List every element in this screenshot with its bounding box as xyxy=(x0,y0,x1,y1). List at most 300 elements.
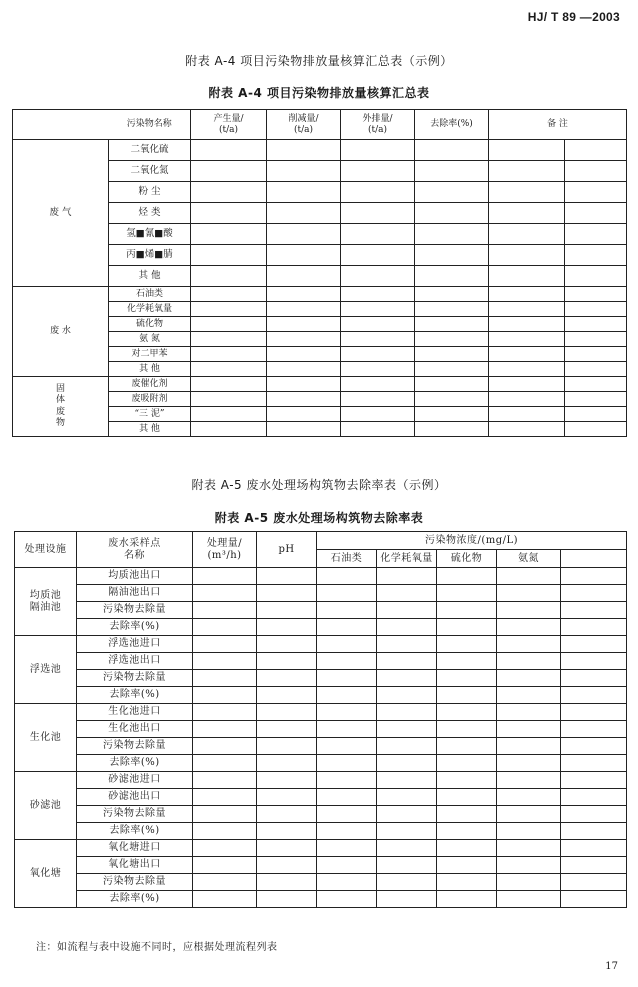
empty-cell xyxy=(437,704,497,721)
empty-cell xyxy=(193,789,257,806)
empty-cell xyxy=(437,636,497,653)
empty-cell xyxy=(415,407,489,422)
table-row xyxy=(15,602,627,619)
empty-cell xyxy=(415,332,489,347)
empty-cell xyxy=(191,407,267,422)
empty-cell xyxy=(437,857,497,874)
category-cell: 固体废物 xyxy=(13,377,109,437)
empty-cell xyxy=(193,704,257,721)
empty-cell xyxy=(267,203,341,224)
pollutant-name-cell: 废吸附剂 xyxy=(109,392,191,407)
pollutant-name-cell: 其 他 xyxy=(109,362,191,377)
empty-cell xyxy=(341,245,415,266)
empty-cell xyxy=(377,806,437,823)
empty-cell xyxy=(257,857,317,874)
empty-cell xyxy=(317,704,377,721)
empty-cell xyxy=(341,377,415,392)
table-row xyxy=(15,806,627,823)
sample-point-cell: 去除率(%) xyxy=(77,687,193,704)
empty-cell xyxy=(415,347,489,362)
empty-cell xyxy=(341,392,415,407)
sample-point-cell: 去除率(%) xyxy=(77,823,193,840)
empty-cell xyxy=(191,161,267,182)
empty-cell xyxy=(415,302,489,317)
table-row xyxy=(15,840,627,857)
header-produced: 产生量/ (t/a) xyxy=(191,110,267,140)
empty-cell xyxy=(317,874,377,891)
header-sulfide: 硫化物 xyxy=(437,550,497,568)
empty-cell xyxy=(415,422,489,437)
empty-cell xyxy=(437,602,497,619)
table-row xyxy=(15,789,627,806)
empty-cell xyxy=(377,653,437,670)
empty-cell xyxy=(377,789,437,806)
empty-cell xyxy=(565,347,627,362)
empty-cell xyxy=(377,823,437,840)
empty-cell xyxy=(565,266,627,287)
empty-cell xyxy=(497,602,561,619)
table-row xyxy=(15,772,627,789)
facility-cell: 砂滤池 xyxy=(15,772,77,840)
empty-cell xyxy=(497,755,561,772)
empty-cell xyxy=(267,407,341,422)
empty-cell xyxy=(317,738,377,755)
empty-cell xyxy=(415,287,489,302)
empty-cell xyxy=(193,687,257,704)
facility-cell: 浮选池 xyxy=(15,636,77,704)
header-ammonia: 氨氮 xyxy=(497,550,561,568)
empty-cell xyxy=(191,245,267,266)
empty-cell xyxy=(257,891,317,908)
empty-cell xyxy=(341,161,415,182)
pollutant-name-cell: 氨 氮 xyxy=(109,332,191,347)
empty-cell xyxy=(561,738,627,755)
empty-cell xyxy=(437,789,497,806)
empty-cell xyxy=(377,687,437,704)
table-row xyxy=(15,857,627,874)
empty-cell xyxy=(565,362,627,377)
sample-point-cell: 污染物去除量 xyxy=(77,806,193,823)
empty-cell xyxy=(193,806,257,823)
empty-cell xyxy=(317,891,377,908)
empty-cell xyxy=(437,806,497,823)
empty-cell xyxy=(193,891,257,908)
header-flow: 处理量/ (m³/h) xyxy=(193,532,257,568)
empty-cell xyxy=(415,377,489,392)
empty-cell xyxy=(497,721,561,738)
empty-cell xyxy=(561,874,627,891)
category-cell: 废 水 xyxy=(13,287,109,377)
header-reduced: 削减量/ (t/a) xyxy=(267,110,341,140)
sample-point-cell: 氧化塘出口 xyxy=(77,857,193,874)
empty-cell xyxy=(317,602,377,619)
pollutant-name-cell: 化学耗氧量 xyxy=(109,302,191,317)
sample-point-cell: 浮选池出口 xyxy=(77,653,193,670)
empty-cell xyxy=(267,422,341,437)
table-a5 xyxy=(14,531,627,908)
empty-cell xyxy=(561,840,627,857)
pollutant-name-cell: 二氧化硫 xyxy=(109,140,191,161)
empty-cell xyxy=(257,806,317,823)
empty-cell xyxy=(257,840,317,857)
empty-cell xyxy=(497,891,561,908)
table-row xyxy=(15,636,627,653)
empty-cell xyxy=(257,636,317,653)
empty-cell xyxy=(489,245,565,266)
empty-cell xyxy=(317,568,377,585)
empty-cell xyxy=(489,407,565,422)
empty-cell xyxy=(193,568,257,585)
table-a4-caption: 附表 A-4 项目污染物排放量核算汇总表（示例） xyxy=(185,54,453,68)
empty-cell xyxy=(193,840,257,857)
empty-cell xyxy=(489,182,565,203)
empty-cell xyxy=(497,772,561,789)
empty-cell xyxy=(317,823,377,840)
empty-cell xyxy=(377,602,437,619)
empty-cell xyxy=(341,224,415,245)
empty-cell xyxy=(191,347,267,362)
empty-cell xyxy=(193,823,257,840)
empty-cell xyxy=(377,874,437,891)
table-row xyxy=(15,670,627,687)
pollutant-name-cell: 石油类 xyxy=(109,287,191,302)
empty-cell xyxy=(193,653,257,670)
empty-cell xyxy=(415,224,489,245)
empty-cell xyxy=(193,619,257,636)
empty-cell xyxy=(561,721,627,738)
empty-cell xyxy=(257,568,317,585)
empty-cell xyxy=(565,302,627,317)
sample-point-cell: 浮选池进口 xyxy=(77,636,193,653)
header-removal-rate: 去除率(%) xyxy=(415,110,489,140)
empty-cell xyxy=(341,362,415,377)
table-row xyxy=(15,653,627,670)
empty-cell xyxy=(191,140,267,161)
empty-cell xyxy=(561,585,627,602)
empty-cell xyxy=(257,619,317,636)
table-row xyxy=(13,140,627,161)
empty-cell xyxy=(565,224,627,245)
pollutant-name-cell: 烃 类 xyxy=(109,203,191,224)
empty-cell xyxy=(267,347,341,362)
table-row xyxy=(15,585,627,602)
table-a5-caption: 附表 A-5 废水处理场构筑物去除率表（示例） xyxy=(191,478,447,492)
empty-cell xyxy=(565,287,627,302)
empty-cell xyxy=(437,840,497,857)
header-sample-point: 废水采样点 名称 xyxy=(77,532,193,568)
empty-cell xyxy=(191,203,267,224)
table-row xyxy=(15,874,627,891)
empty-cell xyxy=(257,874,317,891)
empty-cell xyxy=(193,585,257,602)
empty-cell xyxy=(565,140,627,161)
sample-point-cell: 氧化塘进口 xyxy=(77,840,193,857)
empty-cell xyxy=(489,332,565,347)
empty-cell xyxy=(267,317,341,332)
table-row xyxy=(15,687,627,704)
empty-cell xyxy=(257,602,317,619)
empty-cell xyxy=(489,392,565,407)
empty-cell xyxy=(341,332,415,347)
empty-cell xyxy=(317,789,377,806)
empty-cell xyxy=(565,203,627,224)
facility-cell: 生化池 xyxy=(15,704,77,772)
empty-cell xyxy=(497,670,561,687)
table-row xyxy=(15,568,627,585)
empty-cell xyxy=(341,302,415,317)
empty-cell xyxy=(193,772,257,789)
header-cod: 化学耗氧量 xyxy=(377,550,437,568)
pollutant-name-cell: 氢■氰■酸 xyxy=(109,224,191,245)
empty-cell xyxy=(193,738,257,755)
empty-cell xyxy=(317,670,377,687)
empty-cell xyxy=(377,738,437,755)
empty-cell xyxy=(561,687,627,704)
empty-cell xyxy=(561,806,627,823)
header-ph: pH xyxy=(257,532,317,568)
sample-point-cell: 生化池进口 xyxy=(77,704,193,721)
empty-cell xyxy=(257,704,317,721)
header-concentration: 污染物浓度/(mg/L) xyxy=(317,532,627,550)
table-a4-title: 附表 A-4 项目污染物排放量核算汇总表 xyxy=(208,86,430,100)
empty-cell xyxy=(317,857,377,874)
empty-cell xyxy=(257,585,317,602)
empty-cell xyxy=(561,619,627,636)
empty-cell xyxy=(497,789,561,806)
empty-cell xyxy=(257,721,317,738)
empty-cell xyxy=(317,721,377,738)
empty-cell xyxy=(317,636,377,653)
empty-cell xyxy=(561,823,627,840)
table-row xyxy=(15,738,627,755)
empty-cell xyxy=(561,602,627,619)
empty-cell xyxy=(377,704,437,721)
table-a4-corner-cell xyxy=(13,110,109,140)
empty-cell xyxy=(489,302,565,317)
sample-point-cell: 砂滤池出口 xyxy=(77,789,193,806)
empty-cell xyxy=(257,653,317,670)
empty-cell xyxy=(415,140,489,161)
page-number: 17 xyxy=(605,961,618,972)
empty-cell xyxy=(191,332,267,347)
empty-cell xyxy=(377,772,437,789)
empty-cell xyxy=(489,422,565,437)
empty-cell xyxy=(561,789,627,806)
empty-cell xyxy=(267,332,341,347)
empty-cell xyxy=(377,857,437,874)
table-row xyxy=(15,721,627,738)
sample-point-cell: 污染物去除量 xyxy=(77,738,193,755)
empty-cell xyxy=(415,266,489,287)
sample-point-cell: 隔油池出口 xyxy=(77,585,193,602)
sample-point-cell: 污染物去除量 xyxy=(77,670,193,687)
empty-cell xyxy=(437,738,497,755)
empty-cell xyxy=(497,653,561,670)
empty-cell xyxy=(317,755,377,772)
table-a5-title: 附表 A-5 废水处理场构筑物去除率表 xyxy=(214,511,424,525)
header-remarks: 备 注 xyxy=(489,110,627,140)
empty-cell xyxy=(497,806,561,823)
empty-cell xyxy=(437,568,497,585)
empty-cell xyxy=(317,653,377,670)
empty-cell xyxy=(341,266,415,287)
empty-cell xyxy=(191,392,267,407)
facility-cell: 氧化塘 xyxy=(15,840,77,908)
empty-cell xyxy=(257,772,317,789)
pollutant-name-cell: 其 他 xyxy=(109,422,191,437)
pollutant-name-cell: 粉 尘 xyxy=(109,182,191,203)
empty-cell xyxy=(497,636,561,653)
empty-cell xyxy=(437,619,497,636)
empty-cell xyxy=(377,568,437,585)
empty-cell xyxy=(193,874,257,891)
empty-cell xyxy=(561,636,627,653)
empty-cell xyxy=(415,203,489,224)
empty-cell xyxy=(341,317,415,332)
header-discharged: 外排量/ (t/a) xyxy=(341,110,415,140)
empty-cell xyxy=(489,317,565,332)
empty-cell xyxy=(191,224,267,245)
empty-cell xyxy=(267,245,341,266)
empty-cell xyxy=(415,245,489,266)
empty-cell xyxy=(489,347,565,362)
pollutant-name-cell: 丙■烯■腈 xyxy=(109,245,191,266)
empty-cell xyxy=(565,317,627,332)
empty-cell xyxy=(489,203,565,224)
empty-cell xyxy=(257,755,317,772)
facility-cell: 均质池 隔油池 xyxy=(15,568,77,636)
empty-cell xyxy=(341,347,415,362)
empty-cell xyxy=(267,140,341,161)
pollutant-name-cell: “三 泥” xyxy=(109,407,191,422)
empty-cell xyxy=(377,619,437,636)
pollutant-name-cell: 废催化剂 xyxy=(109,377,191,392)
empty-cell xyxy=(193,636,257,653)
empty-cell xyxy=(191,362,267,377)
empty-cell xyxy=(497,568,561,585)
empty-cell xyxy=(561,755,627,772)
empty-cell xyxy=(437,755,497,772)
empty-cell xyxy=(267,224,341,245)
sample-point-cell: 污染物去除量 xyxy=(77,602,193,619)
header-petroleum: 石油类 xyxy=(317,550,377,568)
empty-cell xyxy=(415,182,489,203)
header-pollutant-name: 污染物名称 xyxy=(109,110,191,140)
empty-cell xyxy=(341,182,415,203)
empty-cell xyxy=(561,653,627,670)
pollutant-name-cell: 对二甲苯 xyxy=(109,347,191,362)
empty-cell xyxy=(415,362,489,377)
empty-cell xyxy=(489,266,565,287)
empty-cell xyxy=(317,619,377,636)
table-a4 xyxy=(12,109,627,437)
empty-cell xyxy=(565,332,627,347)
empty-cell xyxy=(437,874,497,891)
empty-cell xyxy=(191,302,267,317)
empty-cell xyxy=(257,789,317,806)
empty-cell xyxy=(561,704,627,721)
empty-cell xyxy=(565,245,627,266)
table-row xyxy=(15,619,627,636)
empty-cell xyxy=(489,287,565,302)
empty-cell xyxy=(191,266,267,287)
empty-cell xyxy=(317,840,377,857)
empty-cell xyxy=(565,161,627,182)
empty-cell xyxy=(415,317,489,332)
empty-cell xyxy=(489,224,565,245)
sample-point-cell: 去除率(%) xyxy=(77,891,193,908)
empty-cell xyxy=(497,823,561,840)
footnote: 注：如流程与表中设施不同时，应根据处理流程列表 xyxy=(36,942,278,953)
empty-cell xyxy=(341,140,415,161)
empty-cell xyxy=(415,392,489,407)
empty-cell xyxy=(191,182,267,203)
empty-cell xyxy=(341,287,415,302)
empty-cell xyxy=(377,636,437,653)
empty-cell xyxy=(267,287,341,302)
empty-cell xyxy=(193,755,257,772)
empty-cell xyxy=(437,585,497,602)
standard-code: HJ/ T 89 —2003 xyxy=(527,10,620,24)
sample-point-cell: 均质池出口 xyxy=(77,568,193,585)
empty-cell xyxy=(193,721,257,738)
empty-cell xyxy=(191,422,267,437)
empty-cell xyxy=(415,161,489,182)
table-row xyxy=(15,704,627,721)
header-facility: 处理设施 xyxy=(15,532,77,568)
empty-cell xyxy=(437,891,497,908)
empty-cell xyxy=(565,182,627,203)
empty-cell xyxy=(267,182,341,203)
table-row xyxy=(13,377,627,392)
empty-cell xyxy=(377,670,437,687)
empty-cell xyxy=(377,755,437,772)
empty-cell xyxy=(437,772,497,789)
empty-cell xyxy=(257,670,317,687)
empty-cell xyxy=(437,687,497,704)
empty-cell xyxy=(341,407,415,422)
empty-cell xyxy=(191,287,267,302)
empty-cell xyxy=(565,392,627,407)
empty-cell xyxy=(489,362,565,377)
empty-cell xyxy=(497,738,561,755)
sample-point-cell: 砂滤池进口 xyxy=(77,772,193,789)
empty-cell xyxy=(497,857,561,874)
empty-cell xyxy=(437,823,497,840)
empty-cell xyxy=(437,721,497,738)
empty-cell xyxy=(561,857,627,874)
empty-cell xyxy=(193,857,257,874)
table-row xyxy=(15,891,627,908)
table-row xyxy=(15,823,627,840)
empty-cell xyxy=(497,704,561,721)
empty-cell xyxy=(193,670,257,687)
empty-cell xyxy=(377,721,437,738)
empty-cell xyxy=(267,377,341,392)
empty-cell xyxy=(565,377,627,392)
empty-cell xyxy=(267,161,341,182)
empty-cell xyxy=(561,670,627,687)
pollutant-name-cell: 二氧化氮 xyxy=(109,161,191,182)
empty-cell xyxy=(257,738,317,755)
sample-point-cell: 去除率(%) xyxy=(77,755,193,772)
empty-cell xyxy=(341,203,415,224)
empty-cell xyxy=(257,687,317,704)
header-blank xyxy=(561,550,627,568)
empty-cell xyxy=(565,407,627,422)
empty-cell xyxy=(437,670,497,687)
empty-cell xyxy=(257,823,317,840)
